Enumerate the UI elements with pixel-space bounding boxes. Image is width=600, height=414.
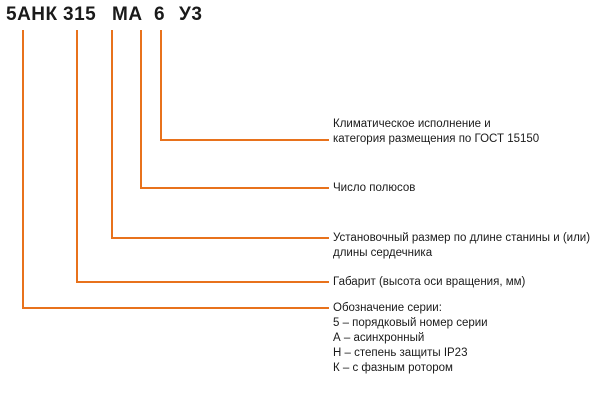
- leader-horizontal-mounting-length: [111, 237, 329, 239]
- callout-label-poles: [333, 181, 415, 196]
- callout-climate-line-2: категория размещения по ГОСТ 15150: [333, 133, 540, 145]
- leader-horizontal-series: [22, 307, 329, 309]
- callout-series-line-4: Н – степень защиты IP23: [333, 347, 468, 359]
- leader-horizontal-frame-size: [76, 281, 329, 283]
- callout-poles-line-1: Число полюсов: [333, 182, 416, 194]
- callout-series-line-1: Обозначение серии:: [333, 302, 442, 314]
- leader-vertical-climate: [160, 30, 162, 140]
- code-segment-mounting-length: МА: [112, 4, 143, 25]
- callout-label-climate: [333, 117, 539, 147]
- callout-label-frame-size: [333, 275, 525, 290]
- callout-series-line-5: К – с фазным ротором: [333, 362, 453, 374]
- leader-vertical-mounting-length: [111, 30, 113, 238]
- code-segment-series: 5АНК: [6, 4, 58, 25]
- code-segment-poles: 6: [154, 4, 166, 25]
- code-segment-frame-size: 315: [63, 4, 97, 25]
- designation-code: [6, 4, 202, 26]
- callout-series-line-2: 5 – порядковый номер серии: [333, 317, 488, 329]
- leader-vertical-series: [22, 30, 24, 308]
- callout-label-series: [333, 301, 488, 376]
- callout-label-mounting-length: [333, 231, 590, 261]
- leader-vertical-poles: [140, 30, 142, 188]
- leader-horizontal-poles: [140, 187, 329, 189]
- leader-vertical-frame-size: [76, 30, 78, 282]
- callout-frame-size-line-1: Габарит (высота оси вращения, мм): [333, 276, 526, 288]
- callout-mounting-length-line-1: Установочный размер по длине станины и (или): [333, 232, 591, 244]
- leader-horizontal-climate: [160, 139, 329, 141]
- callout-series-line-3: А – асинхронный: [333, 332, 425, 344]
- callout-climate-line-1: Климатическое исполнение и: [333, 118, 491, 130]
- callout-mounting-length-line-2: длины сердечника: [333, 247, 433, 259]
- code-segment-climate: У3: [179, 4, 203, 25]
